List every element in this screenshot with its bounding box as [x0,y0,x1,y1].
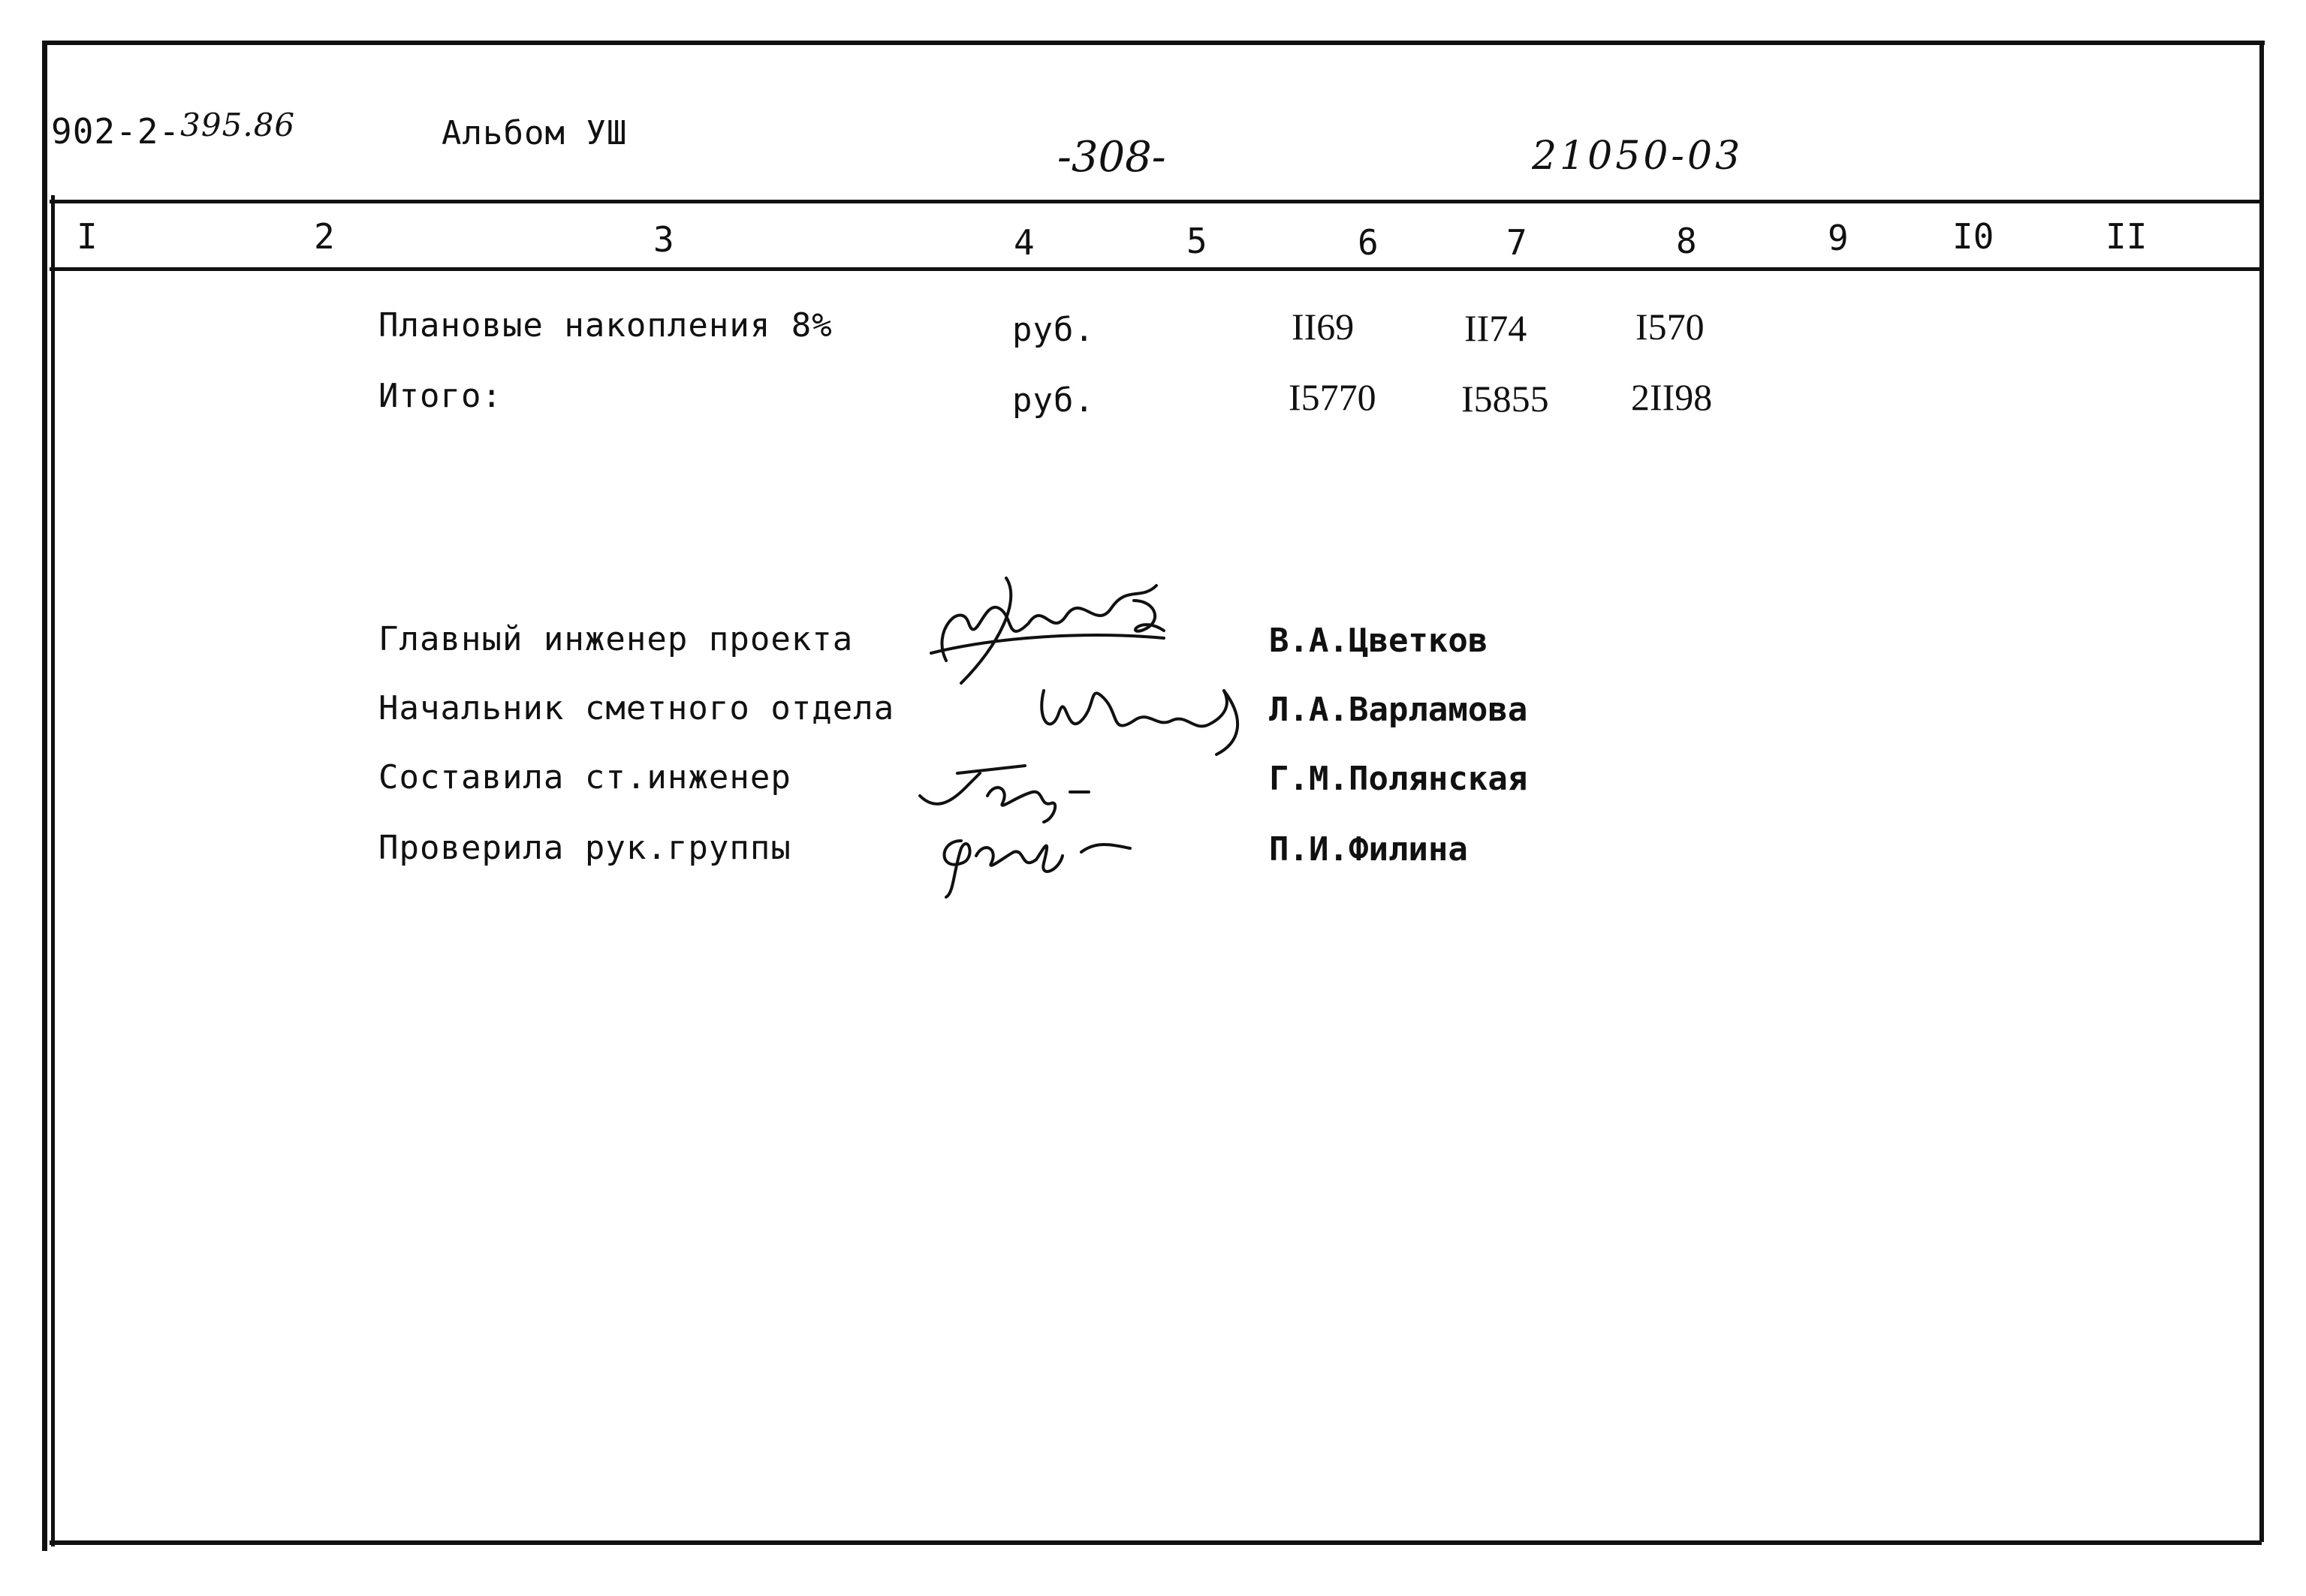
col-6: 6 [1358,222,1379,263]
row-col6: I5770 [1289,376,1376,418]
signature-name: П.И.Филина [1269,830,1468,869]
row-label: Итого: [378,377,502,415]
col-8: 8 [1676,221,1697,261]
signature-role: Составила ст.инженер [378,758,791,796]
row-col8: 2II98 [1631,376,1713,418]
signature-name: Л.А.Варламова [1269,691,1528,729]
signature-scribble-compiler [912,751,1108,826]
frame-left-border [42,41,47,1551]
row-col7: I5855 [1461,378,1549,420]
signature-name: В.А.Цветков [1269,622,1488,660]
row-unit: руб. [1012,381,1095,420]
col-11: II [2106,216,2148,257]
signature-scribble-estimates-head [1021,661,1246,758]
row-unit: руб. [1012,311,1095,349]
frame-bottom-border [50,1540,2262,1545]
doc-code [51,107,296,152]
col-5: 5 [1186,221,1207,261]
col-3: 3 [653,219,674,260]
signature-role: Главный инженер проекта [378,620,854,658]
signature-role: Проверила рук.группы [378,829,791,867]
frame-inner-left-border [51,195,55,1546]
sheet-code: 21050-03 [1532,134,1744,179]
signature-scribble-reviewer [931,818,1141,901]
signature-role: Начальник сметного отдела [378,689,895,727]
doc-code-handwritten: 395.86 [180,107,296,143]
header-rule [50,200,2262,203]
col-1: I [77,216,98,257]
signature-name: Г.М.Полянская [1269,760,1528,798]
col-10: I0 [1952,216,1994,257]
page-number: -308- [1057,133,1166,182]
col-2: 2 [314,216,335,257]
row-col6: II69 [1292,306,1355,348]
col-7: 7 [1506,222,1527,263]
doc-code-prefix: 902-2- [51,111,181,152]
row-col7: II74 [1464,307,1527,349]
row-label: Плановые накопления 8% [378,306,833,345]
column-rule [50,267,2262,271]
col-9: 9 [1828,218,1849,258]
frame-right-border [2259,41,2264,1542]
album-label: Альбом УШ [442,114,628,152]
frame-top-border [42,41,2265,45]
row-col8: I570 [1635,306,1705,348]
col-4: 4 [1014,222,1035,263]
